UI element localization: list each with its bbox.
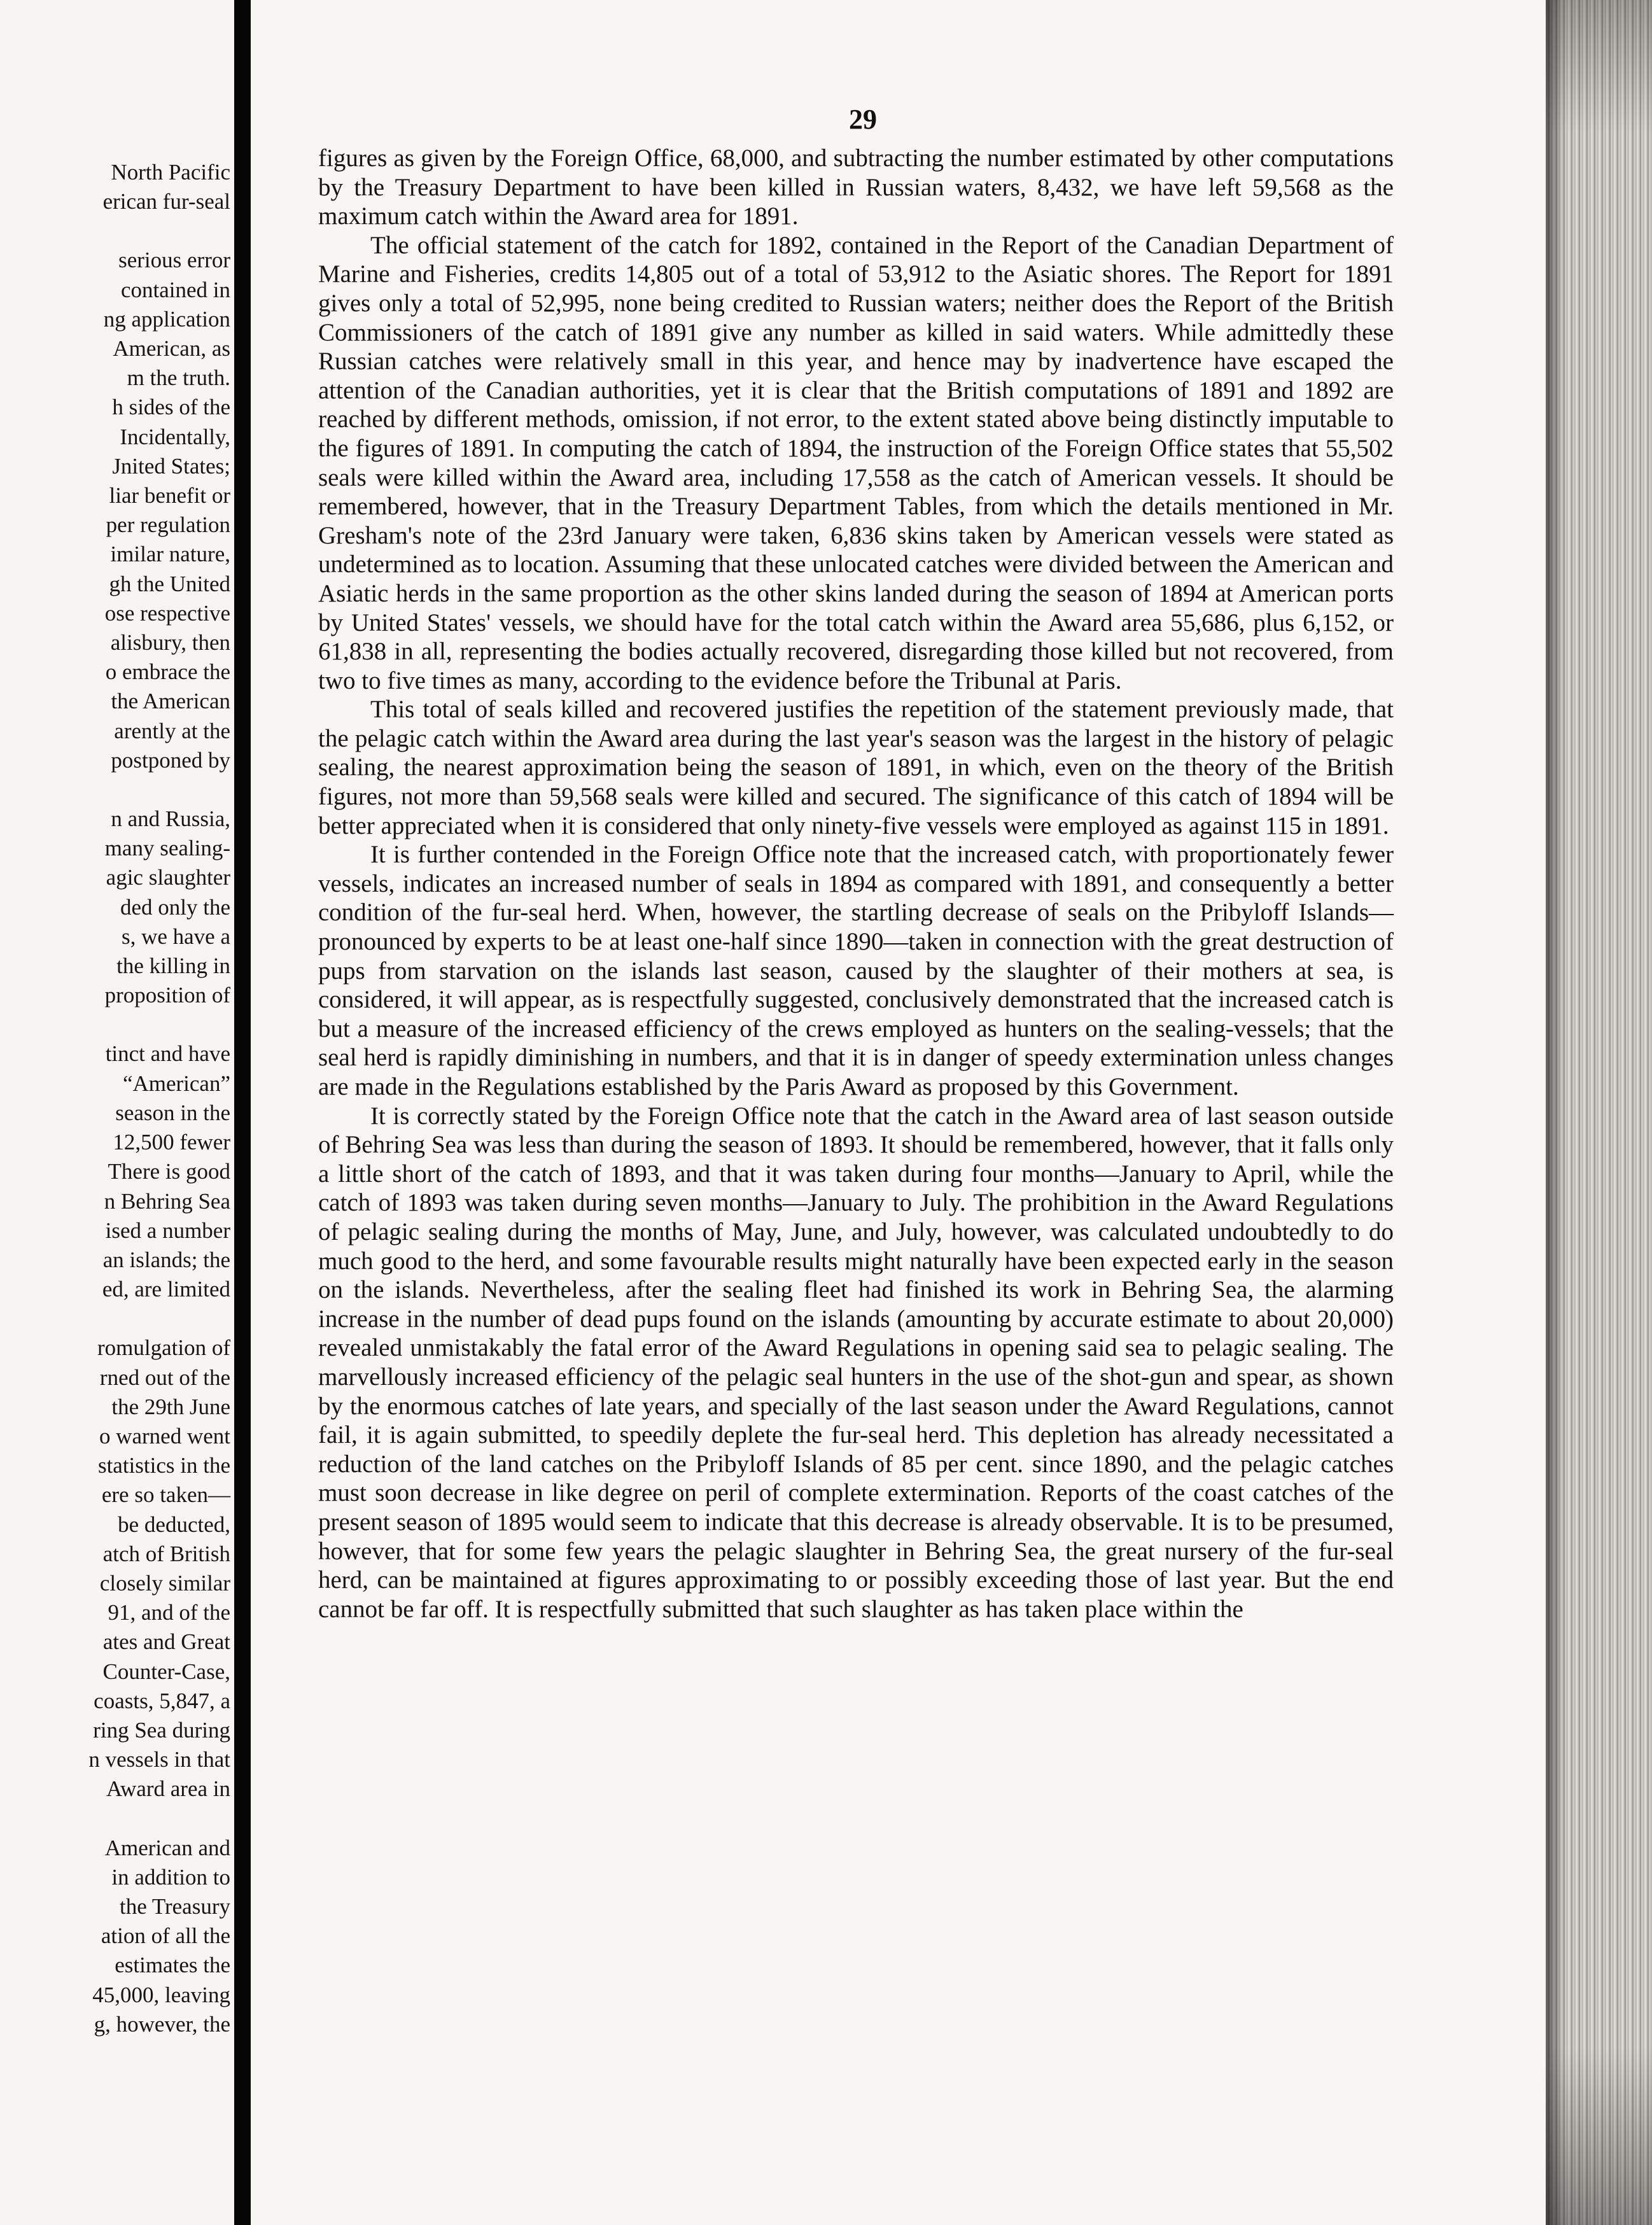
body-text bbox=[318, 144, 1394, 1624]
facing-page-line: alisbury, then bbox=[110, 630, 230, 656]
facing-page-line: ised a number bbox=[105, 1218, 230, 1243]
facing-page-line: s, we have a bbox=[121, 923, 230, 949]
facing-page-line: n vessels in that bbox=[88, 1747, 230, 1772]
book-gutter bbox=[234, 0, 251, 2225]
facing-page-line: atch of British bbox=[102, 1541, 230, 1566]
facing-page-line: o embrace the bbox=[105, 659, 230, 685]
facing-page-line: closely similar bbox=[99, 1570, 230, 1596]
facing-page-line: ring Sea during bbox=[93, 1717, 230, 1743]
facing-page-line: ere so taken— bbox=[101, 1482, 230, 1508]
facing-page-line: ded only the bbox=[120, 894, 230, 920]
facing-page-line: North Pacific bbox=[111, 160, 230, 185]
facing-page-line: many sealing- bbox=[104, 836, 230, 861]
page-stack-edge bbox=[1546, 0, 1652, 2225]
facing-page-line: serious error bbox=[118, 248, 230, 273]
facing-page-line: coasts, 5,847, a bbox=[94, 1688, 230, 1713]
facing-page-line: the killing in bbox=[116, 953, 230, 979]
facing-page-line: per regulation bbox=[106, 512, 230, 538]
facing-page-line: Counter-Case, bbox=[102, 1659, 230, 1684]
facing-page-line: Incidentally, bbox=[120, 424, 230, 449]
facing-page-line: statistics in the bbox=[97, 1453, 230, 1478]
facing-page-line: liar benefit or bbox=[109, 483, 230, 509]
document-page bbox=[251, 0, 1546, 2225]
facing-page-line: ation of all the bbox=[101, 1923, 230, 1949]
facing-page-line: agic slaughter bbox=[106, 865, 230, 890]
facing-page-line: ed, are limited bbox=[102, 1277, 230, 1302]
facing-page-line: in addition to bbox=[111, 1864, 230, 1890]
facing-page-line: estimates the bbox=[115, 1953, 230, 1978]
paragraph-5: It is correctly stated by the Foreign Office note that the catch in the Award area of last season outside of Behring Sea was less than during the season of 1893. It should be remembered, however, that it falls only a little short of the catch of 1893, and that it was taken during four months—January to April, while the catch of 1893 was taken during seven months—January to July. The prohibition in the Award Regulations of pelagic sealing during the months of May, June, and July, however, was calculated undoubtedly to do much good to the herd, and some favourable results might naturally have been expected early in the season on the islands. Nevertheless, after the sealing fleet had finished its work in Behring Sea, the alarming increase in the number of dead pups found on the islands (amounting by accurate estimate to about 20,000) revealed unmistakably the fatal error of the Award Regulations in opening said sea to pelagic sealing. The marvellously increased efficiency of the pelagic seal hunters in the use of the shot-gun and spear, as shown by the enormous catches of late years, and specially of the last season under the Award Regulations, cannot fail, it is again submitted, to speedily deplete the fur-seal herd. This depletion has already necessitated a reduction of the land catches on the Pribyloff Islands of 85 per cent. since 1890, and the pelagic catches must soon decrease in like degree on peril of complete extermination. Reports of the coast catches of the present season of 1895 would seem to indicate that this decrease is already observable. It is to be presumed, however, that for some few years the pelagic slaughter in Behring Sea, the great nursery of the fur-seal herd, can be maintained at figures approximating to or possibly exceeding those of last year. But the end cannot be far off. It is respectfully submitted that such slaughter as has taken place within the bbox=[318, 1102, 1394, 1623]
facing-page-line: m the truth. bbox=[127, 365, 230, 391]
facing-page-line: tinct and have bbox=[105, 1041, 230, 1067]
facing-page-line: “American” bbox=[122, 1070, 230, 1096]
facing-page-line: postponed by bbox=[111, 747, 230, 773]
facing-page-line: ng application bbox=[103, 306, 230, 332]
facing-page-line: 91, and of the bbox=[108, 1600, 230, 1625]
facing-page-line: gh the United bbox=[109, 571, 230, 596]
facing-page-line: ose respective bbox=[104, 600, 230, 626]
facing-page-line: be deducted, bbox=[118, 1512, 230, 1537]
facing-page-fragment bbox=[0, 0, 234, 2225]
paragraph-2: The official statement of the catch for 1892, contained in the Report of the Canadian Department of Marine and Fisheries, credits 14,805 out of a total of 53,912 to the Asiatic shores. The Report for 1891 gives only a total of 52,995, none being credited to Russian waters; neither does the Report of the British Commissioners of the catch of 1891 give any number as killed in said waters. While admittedly these Russian catches were relatively small in this year, and hence may by inadvertence have escaped the attention of the Canadian authorities, yet it is clear that the British computations of 1891 and 1892 are reached by different methods, omission, if not error, to the extent stated above being distinctly imputable to the figures of 1891. In computing the catch of 1894, the instruction of the Foreign Office states that 55,502 seals were killed within the Award area, including 17,558 as the catch of American vessels. It should be remembered, however, that in the Treasury Department Tables, from which the details mentioned in Mr. Gresham's note of the 23rd January were taken, 6,836 skins taken by American vessels were stated as undetermined as to location. Assuming that these unlocated catches were divided between the American and Asiatic herds in the same proportion as the other skins landed during the season of 1894 at American ports by United States' vessels, we should have for the total catch within the Award area 55,686, plus 6,152, or 61,838 in all, representing the bodies actually recovered, disregarding those killed but not recovered, from two to five times as many, according to the evidence before the Tribunal at Paris. bbox=[318, 231, 1394, 694]
facing-page-line: American and bbox=[104, 1835, 230, 1860]
facing-page-line: 12,500 fewer bbox=[113, 1130, 230, 1155]
facing-page-line bbox=[20, 1010, 230, 1039]
paragraph-4: It is further contended in the Foreign Office note that the increased catch, with proportionately fewer vessels, indicates an increased number of seals in 1894 as compared with 1891, and consequently a better condition of the fur-seal herd. When, however, the startling decrease of seals on the Pribyloff Islands—pronounced by experts to be at least one-half since 1890—taken in connection with the great destruction of pups from starvation on the islands last season, caused by the slaughter of their mothers at sea, is considered, it will appear, as is respectfully suggested, conclusively demonstrated that the increased catch is but a measure of the increased efficiency of the crews employed as hunters on the sealing-vessels; that the seal herd is rapidly diminishing in numbers, and that it is in danger of speedy extermination unless changes are made in the Regulations established by the Paris Award as proposed by this Government. bbox=[318, 841, 1394, 1100]
facing-page-line: erican fur-seal bbox=[102, 189, 230, 214]
facing-page-line: the American bbox=[111, 689, 230, 714]
facing-page-line: contained in bbox=[120, 277, 230, 302]
facing-page-line: Jnited States; bbox=[112, 453, 230, 479]
facing-page-line: the Treasury bbox=[119, 1893, 230, 1919]
facing-page-text bbox=[20, 158, 230, 2039]
facing-page-line: proposition of bbox=[104, 983, 230, 1008]
facing-page-line: the 29th June bbox=[111, 1394, 230, 1419]
facing-page-line: arently at the bbox=[114, 718, 230, 743]
facing-page-line bbox=[20, 775, 230, 804]
facing-page-line: Award area in bbox=[106, 1776, 230, 1802]
facing-page-line bbox=[20, 1804, 230, 1834]
paragraph-3: This total of seals killed and recovered justifies the repetition of the statement previously made, that the pelagic catch within the Award area during the last year's season was the largest in the history of pelagic sealing, the nearest approximation being the season of 1891, in which, even on the theory of the British figures, not more than 59,568 seals were killed and secured. The significance of this catch of 1894 will be better appreciated when it is considered that only ninety-five vessels were employed as against 115 in 1891. bbox=[318, 696, 1394, 839]
facing-page-line: o warned went bbox=[99, 1423, 230, 1449]
facing-page-line: imilar nature, bbox=[110, 542, 230, 567]
facing-page-line: n and Russia, bbox=[111, 806, 230, 832]
facing-page-line: 45,000, leaving bbox=[92, 1982, 230, 2007]
facing-page-line: American, as bbox=[113, 336, 230, 361]
facing-page-line: season in the bbox=[115, 1100, 230, 1125]
facing-page-line bbox=[20, 216, 230, 246]
facing-page-line: an islands; the bbox=[102, 1247, 230, 1272]
facing-page-line bbox=[20, 1304, 230, 1333]
facing-page-line: There is good bbox=[108, 1159, 230, 1184]
facing-page-line: n Behring Sea bbox=[104, 1188, 230, 1214]
facing-page-line: h sides of the bbox=[112, 395, 230, 420]
facing-page-line: romulgation of bbox=[97, 1335, 230, 1361]
facing-page-line: ates and Great bbox=[102, 1629, 230, 1655]
page-number: 29 bbox=[849, 104, 877, 135]
facing-page-line: rned out of the bbox=[99, 1365, 230, 1390]
facing-page-line: g, however, the bbox=[94, 2011, 230, 2037]
paragraph-1: figures as given by the Foreign Office, 68,000, and subtracting the number estimated by other computations by the Treasury Department to have been killed in Russian waters, 8,432, we have left 59,568 as the maximum catch within the Award area for 1891. bbox=[318, 144, 1394, 230]
